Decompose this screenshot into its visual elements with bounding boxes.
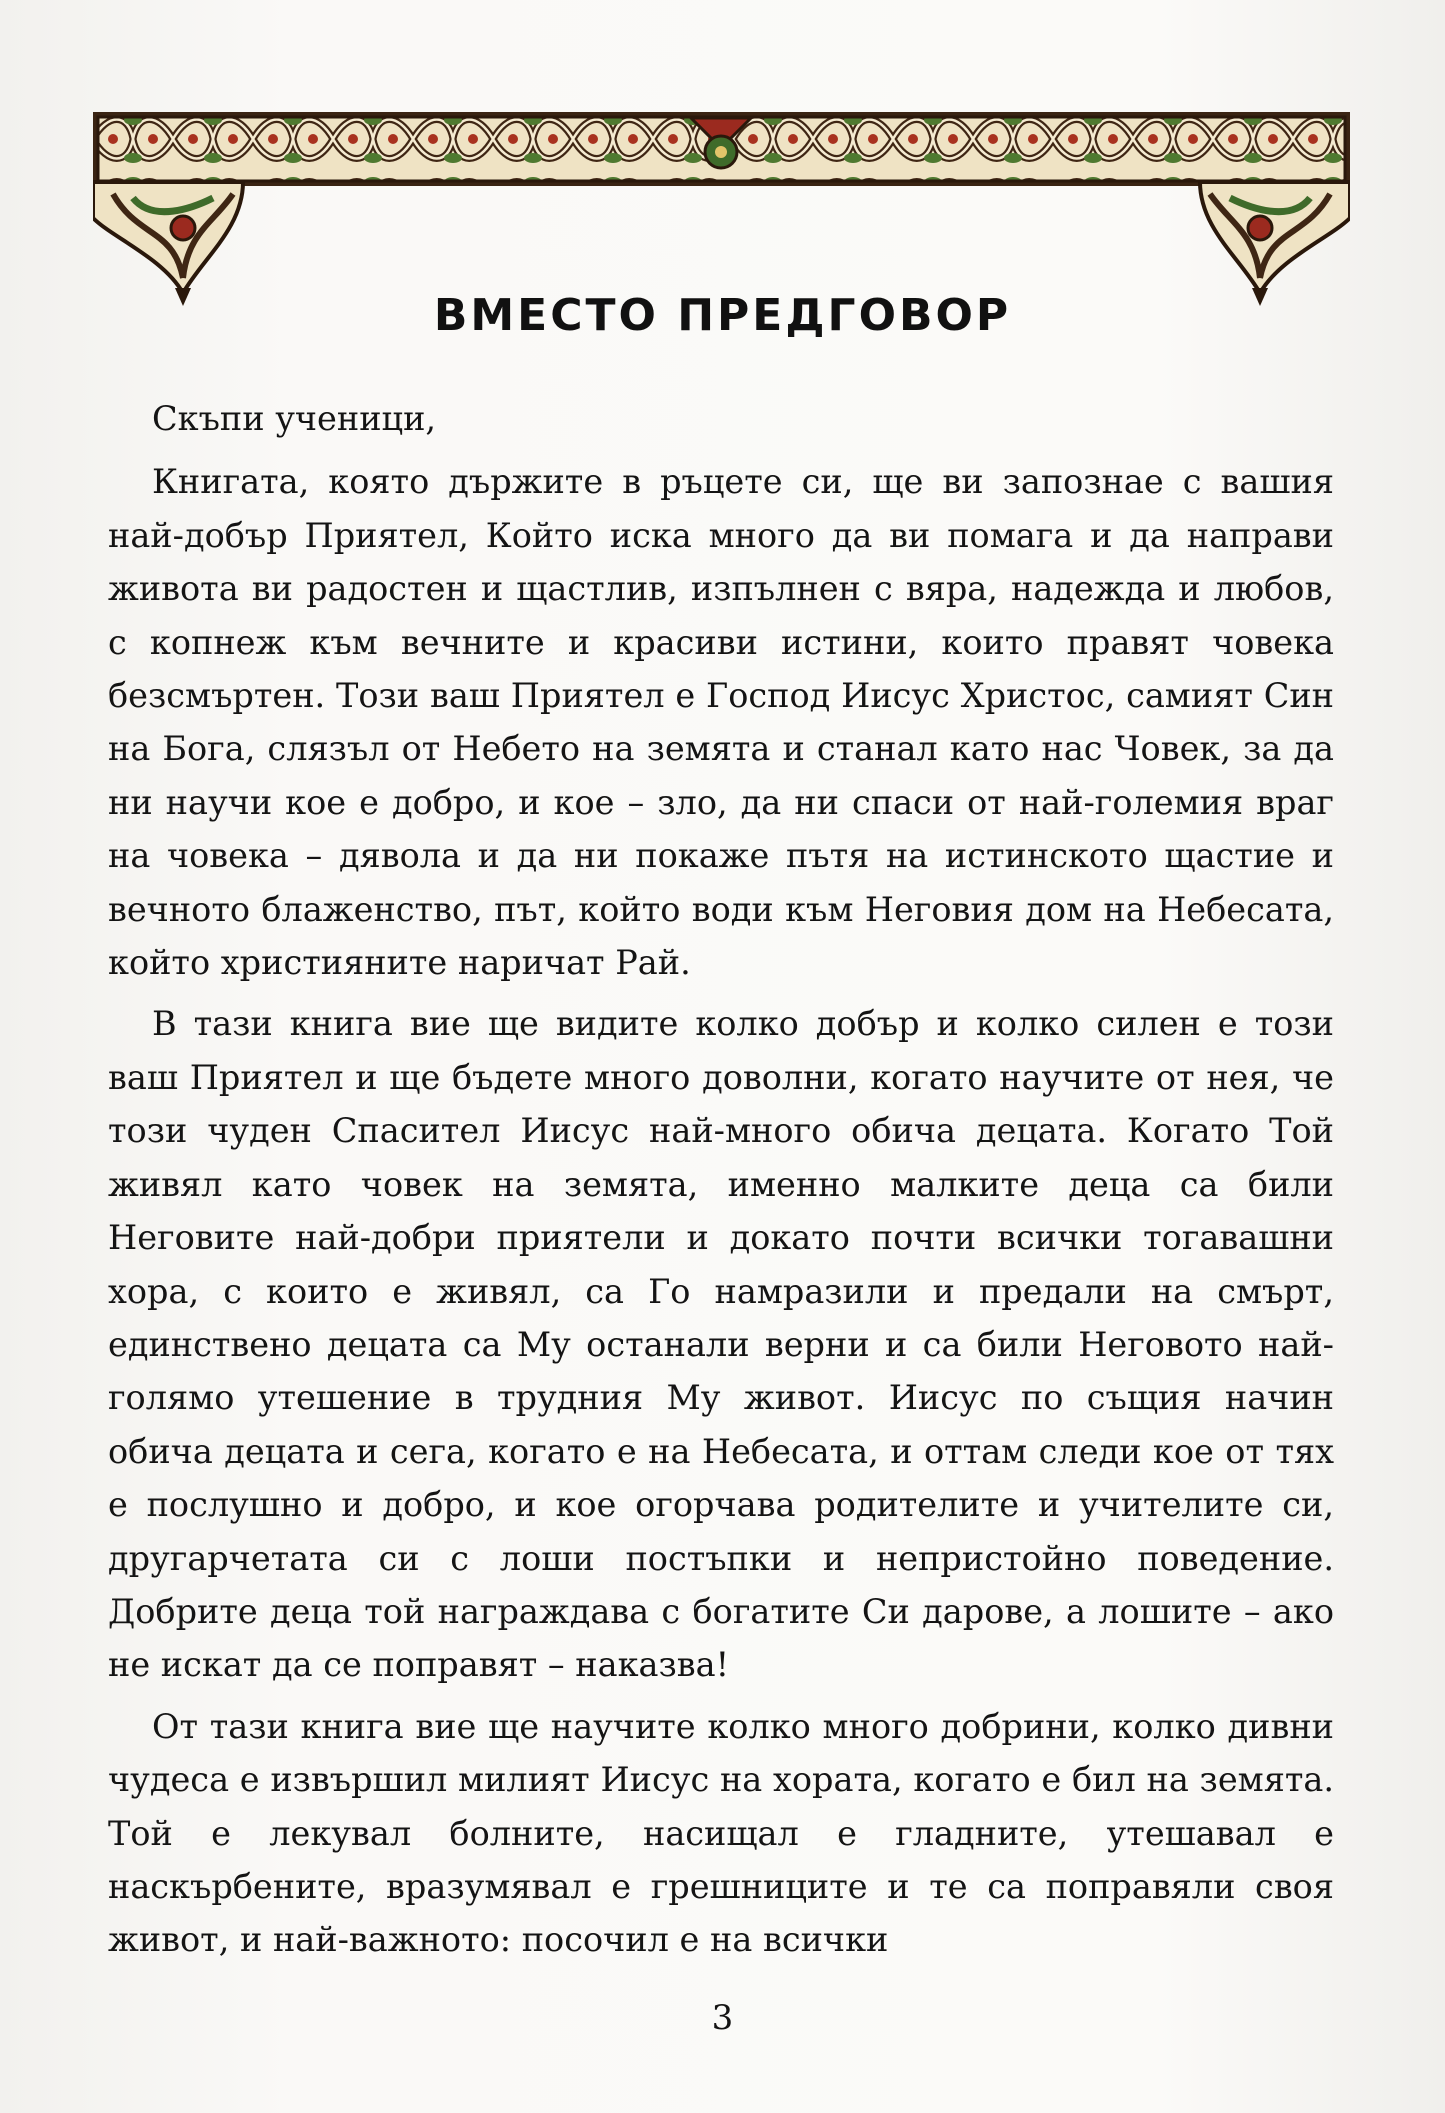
decorative-header-ornament [93,108,1350,308]
page-number: 3 [711,1998,734,2038]
paragraph-2: В тази книга вие ще видите колко добър и колко силен е този ваш Приятел и ще бъдете много доволни, когато научите от нея, че този чуден Спасител Иисус най-много обича децата. Когато Той живял като човек на земята, именно малките деца са били Неговите най-добри приятели и докато почти всички тогавашни хора, с които е живял, са Го намразили и предали на смърт, единствено децата са Му останали верни и са били Неговото най-голямо утешение в трудния Му живот. Иисус по същия начин обича децата и сега, когато е на Небесата, и оттам следи кое от тях е послушно и добро, и кое огорчава родителите и учителите си, другарчетата си с лоши постъпки и непристойно поведение. Добрите деца той награждава с богатите Си дарове, а лошите – ако не искат да се поправят – наказва! [108,1004,1334,1685]
page-heading: ВМЕСТО ПРЕДГОВОР [433,290,1012,341]
greeting-line: Скъпи ученици, [152,399,437,438]
paragraph-3: От тази книга вие ще научите колко много добрини, колко дивни чудеса е извършил милият Иисус на хората, когато е бил на земята. Той е лекувал болните, насищал е гладните, утешавал е наскърбените, вразумявал е грешниците и те са поправяли своя живот, и най-важното: посочил е на всички [108,1706,1334,1960]
body-text [108,392,1334,1967]
paragraph-1: Книгата, която държите в ръцете си, ще ви запознае с вашия най-добър Приятел, Който иска много да ви помага и да направи живота ви радостен и щастлив, изпълнен с вяра, надежда и любов, с копнеж към вечните и красиви истини, които правят човека безсмъртен. Този ваш Приятел е Господ Иисус Христос, самият Син на Бога, слязъл от Небето на земята и станал като нас Човек, за да ни научи кое е добро, и кое – зло, да ни спаси от най-големия враг на човека – дявола и да ни покаже пътя на истинското щастие и вечното блаженство, път, който води към Неговия дом на Небесата, който християните наричат Рай. [108,462,1334,983]
